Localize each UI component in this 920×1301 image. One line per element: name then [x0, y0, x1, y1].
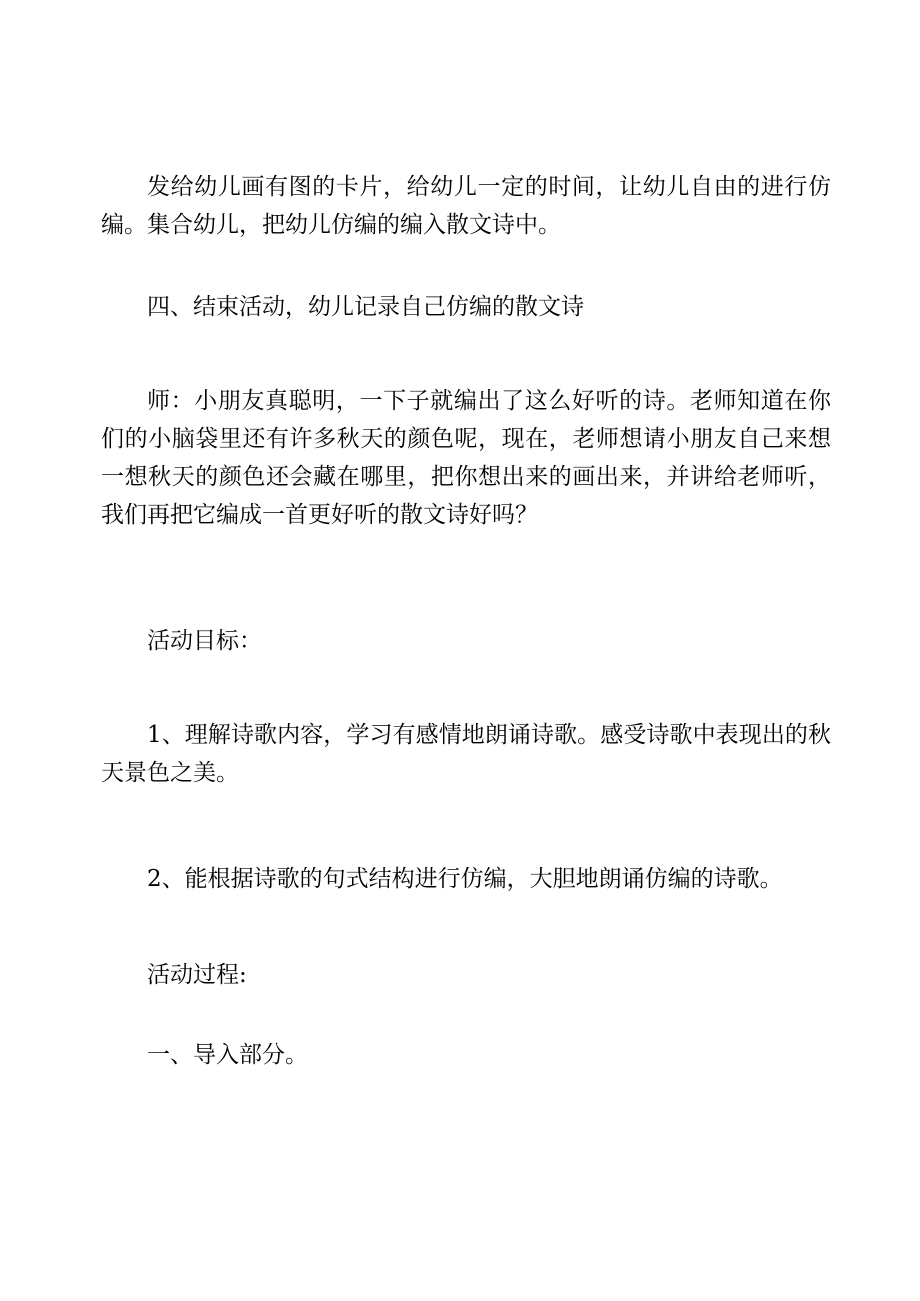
paragraph-goal-one: 1、理解诗歌内容，学习有感情地朗诵诗歌。感受诗歌中表现出的秋天景色之美。 [101, 722, 831, 786]
paragraph-teacher-speech: 师：小朋友真聪明，一下子就编出了这么好听的诗。老师知道在你们的小脑袋里还有许多秋天的颜色呢，现在，老师想请小朋友自己来想一想秋天的颜色还会藏在哪里，把你想出来的画出来，并讲给老师听，我们再把它编成一首更好听的散文诗好吗？ [101, 388, 831, 528]
paragraph-imitation-cards: 发给幼儿画有图的卡片，给幼儿一定的时间，让幼儿自由的进行仿编。集合幼儿，把幼儿仿编的编入散文诗中。 [101, 174, 831, 238]
paragraph-section-four-heading: 四、结束活动，幼儿记录自己仿编的散文诗 [147, 294, 584, 320]
paragraph-activity-process-heading: 活动过程: [147, 962, 247, 988]
paragraph-section-one-intro: 一、导入部分。 [147, 1042, 308, 1068]
paragraph-activity-goals-heading: 活动目标： [147, 628, 262, 654]
paragraph-goal-two: 2、能根据诗歌的句式结构进行仿编，大胆地朗诵仿编的诗歌。 [147, 866, 783, 892]
